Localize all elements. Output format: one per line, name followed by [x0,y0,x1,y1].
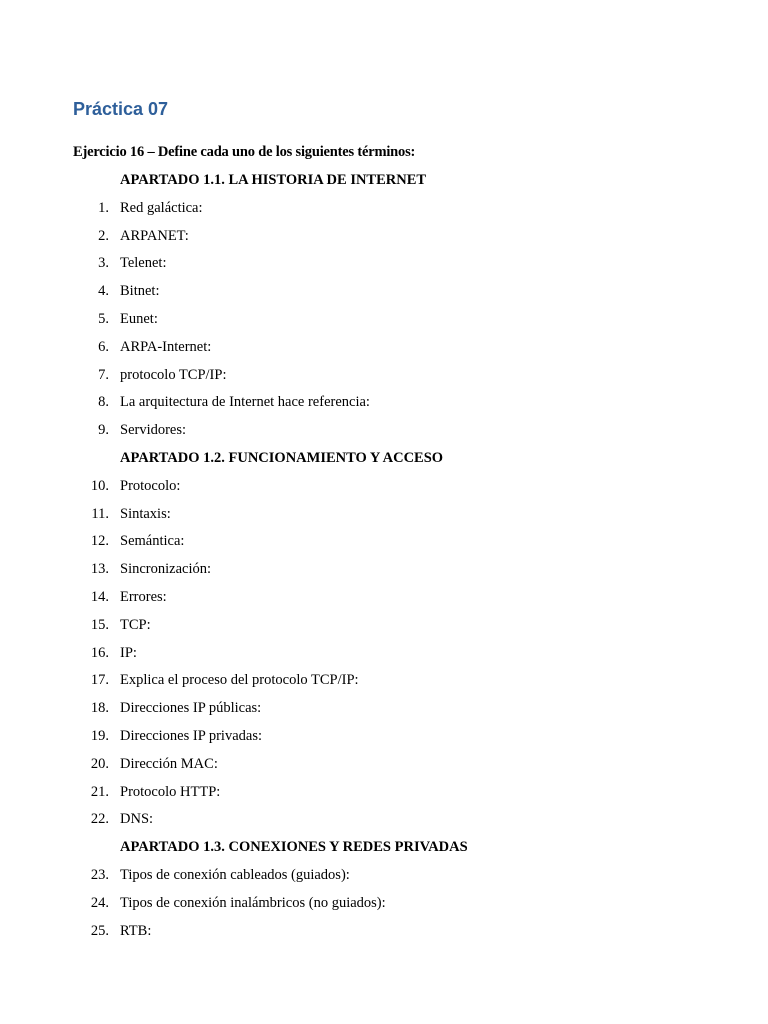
list-item-text: Telenet: [120,255,167,272]
list-item-number: 12. [90,533,109,550]
list-item-number: 8. [98,394,109,411]
list-item-text: Direcciones IP públicas: [120,700,262,717]
list-item-text: protocolo TCP/IP: [120,366,227,383]
list-item-number: 10. [90,477,109,494]
list-item [0,366,768,384]
list-item-number: 2. [98,227,109,244]
list-item-number: 5. [98,311,109,327]
list-item-text: Eunet: [120,311,158,327]
list-item [0,588,768,606]
list-item-number: 9. [98,422,109,439]
list-item [0,866,768,884]
list-item [0,616,768,634]
list-item [0,922,768,940]
list-item [0,505,768,523]
list-item-text: Tipos de conexión cableados (guiados): [120,867,350,883]
list-item-number: 7. [98,366,109,383]
list-item-number: 6. [98,338,109,355]
list-item-number: 4. [98,283,109,300]
list-item [0,727,768,745]
page-title: Práctica 07 [73,99,169,119]
list-item-text: Bitnet: [120,283,160,300]
list-item [0,338,768,356]
list-item [0,477,768,495]
list-item [0,199,768,217]
list-item-text: Tipos de conexión inalámbricos (no guiados): [120,894,386,911]
list-item-number: 1. [98,199,109,216]
list-item-text: Explica el proceso del protocolo TCP/IP: [120,672,359,689]
list-item [0,254,768,272]
list-item-text: DNS: [120,811,154,828]
section-heading: APARTADO 1.1. LA HISTORIA DE INTERNET [120,172,427,188]
list-item [0,894,768,912]
section-heading: APARTADO 1.3. CONEXIONES Y REDES PRIVADAS [120,839,468,856]
list-item-text: RTB: [120,922,152,939]
list-item-number: 19. [90,728,109,744]
list-item [0,783,768,801]
list-item-text: Protocolo: [120,477,181,494]
list-item-number: 17. [90,672,109,689]
list-item-text: Red galáctica: [120,199,203,216]
list-item [0,560,768,578]
list-item-text: Semántica: [120,533,185,550]
list-item-number: 18. [90,700,109,717]
list-item-number: 13. [90,561,109,578]
list-item-number: 24. [90,894,109,911]
list-item [0,755,768,773]
list-item-number: 3. [98,255,109,272]
list-item [0,699,768,717]
list-item-text: Dirección MAC: [120,755,218,772]
list-item-number: 23. [90,867,109,883]
list-item [0,421,768,439]
list-item-text: Protocolo HTTP: [120,783,221,800]
list-item-text: Sincronización: [120,561,212,578]
list-item-number: 15. [90,616,109,633]
list-item-text: Direcciones IP privadas: [120,728,262,744]
list-item-number: 16. [90,644,109,661]
list-item [0,282,768,300]
list-item [0,644,768,662]
list-item-number: 11. [91,505,109,522]
list-item-number: 22. [90,811,109,828]
list-item [0,393,768,411]
list-item [0,310,768,328]
list-item [0,227,768,245]
list-item-number: 14. [90,589,109,605]
list-item-text: IP: [120,644,137,661]
list-item-number: 25. [90,922,109,939]
list-item-text: La arquitectura de Internet hace referencia: [120,394,370,411]
list-item-number: 21. [90,783,109,800]
list-item-text: Errores: [120,589,167,605]
list-item [0,532,768,550]
list-item-text: Servidores: [120,422,187,439]
list-item-text: ARPA-Internet: [120,338,212,355]
list-item [0,671,768,689]
list-item-text: TCP: [120,616,151,633]
list-item-text: ARPANET: [120,227,189,244]
section-heading: APARTADO 1.2. FUNCIONAMIENTO Y ACCESO [120,450,444,466]
list-item-text: Sintaxis: [120,505,171,522]
list-item [0,810,768,828]
list-item-number: 20. [90,755,109,772]
exercise-heading: Ejercicio 16 – Define cada uno de los siguientes términos: [73,144,416,160]
